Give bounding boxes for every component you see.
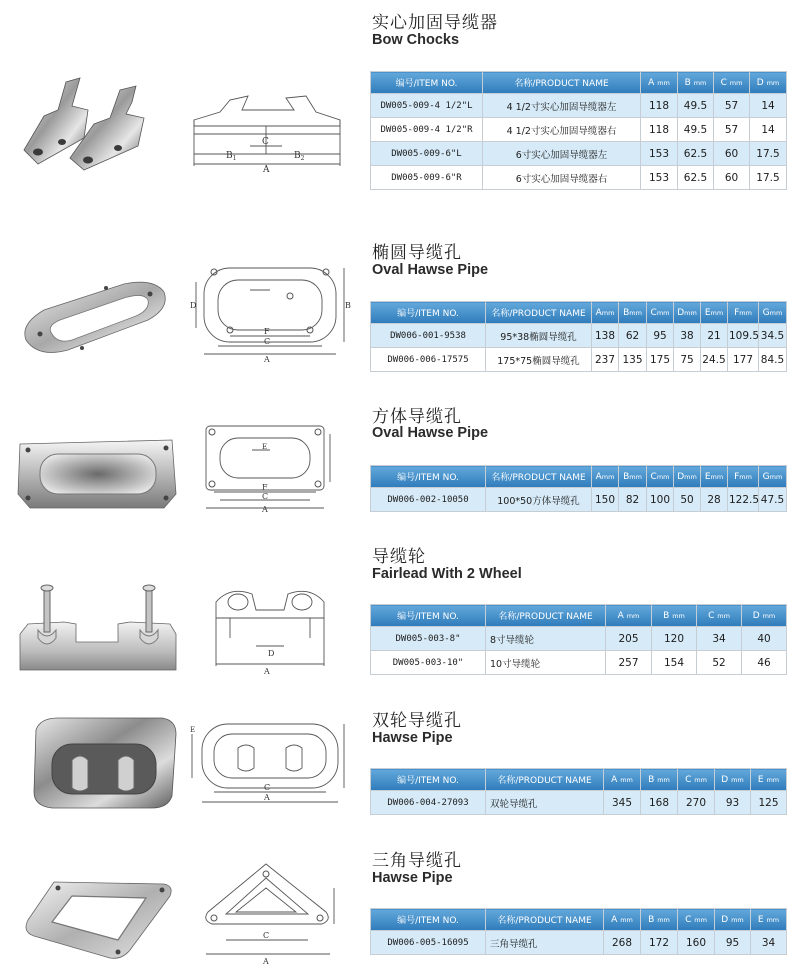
value-cell: 175 xyxy=(647,348,674,372)
header-col-c: C mm xyxy=(714,72,750,94)
value-cell: 62.5 xyxy=(678,166,714,190)
value-cell: 14 xyxy=(750,94,787,118)
item-no-cell: DW006-002-10050 xyxy=(371,488,486,512)
header-col-e: Emm xyxy=(701,466,728,488)
value-cell: 60 xyxy=(714,142,750,166)
header-col-c: C mm xyxy=(678,769,715,791)
value-cell: 60 xyxy=(714,166,750,190)
value-cell: 46 xyxy=(742,651,787,675)
header-col-a: A mm xyxy=(641,72,678,94)
table-header-row xyxy=(371,302,787,324)
table-header-row xyxy=(371,466,787,488)
value-cell: 160 xyxy=(678,931,715,955)
value-cell: 28 xyxy=(701,488,728,512)
value-cell: 118 xyxy=(641,118,678,142)
section-title-en: Oval Hawse Pipe xyxy=(372,262,489,278)
value-cell: 120 xyxy=(652,627,697,651)
item-no-cell: DW006-005-16095 xyxy=(371,931,486,955)
spec-table xyxy=(370,301,787,372)
triangle-hawse-pipe-drawing xyxy=(190,858,350,966)
table-row xyxy=(371,931,787,955)
dim-a-label: A xyxy=(264,667,270,676)
header-col-b: B mm xyxy=(641,769,678,791)
header-col-c: C mm xyxy=(678,909,715,931)
header-col-b: Bmm xyxy=(619,466,647,488)
header-col-a: A mm xyxy=(604,769,641,791)
dim-b-label: B xyxy=(345,301,351,310)
header-col-b: B mm xyxy=(678,72,714,94)
header-col-d: D mm xyxy=(742,605,787,627)
value-cell: 93 xyxy=(715,791,751,815)
item-no-cell: DW005-009-6"L xyxy=(371,142,483,166)
product-name-cell: 6寸实心加固导缆器左 xyxy=(483,142,641,166)
product-name-cell: 8寸导缆轮 xyxy=(486,627,606,651)
header-col-b: Bmm xyxy=(619,302,647,324)
dim-c-label: C xyxy=(264,337,271,346)
value-cell: 62.5 xyxy=(678,142,714,166)
header-product-name: 名称/PRODUCT NAME xyxy=(486,302,592,324)
value-cell: 57 xyxy=(714,118,750,142)
product-name-cell: 三角导缆孔 xyxy=(486,931,604,955)
section-title-cn: 导缆轮 xyxy=(372,547,426,567)
value-cell: 84.5 xyxy=(759,348,787,372)
dim-e-label: E xyxy=(262,443,268,451)
dim-d-label: D xyxy=(268,649,275,658)
product-name-cell: 100*50方体导缆孔 xyxy=(486,488,592,512)
header-col-d: D mm xyxy=(715,909,751,931)
value-cell: 270 xyxy=(678,791,715,815)
square-hawse-pipe-drawing xyxy=(190,420,350,512)
header-col-e: E mm xyxy=(751,769,787,791)
dim-c-label: C xyxy=(263,931,270,940)
product-name-cell: 4 1/2寸实心加固导缆器左 xyxy=(483,94,641,118)
header-col-d: Dmm xyxy=(674,466,701,488)
dim-d-label: D xyxy=(190,301,197,310)
header-col-g: Gmm xyxy=(759,466,787,488)
value-cell: 168 xyxy=(641,791,678,815)
value-cell: 24.5 xyxy=(701,348,728,372)
header-product-name: 名称/PRODUCT NAME xyxy=(486,909,604,931)
item-no-cell: DW006-004-27093 xyxy=(371,791,486,815)
header-col-d: D mm xyxy=(715,769,751,791)
section-title-cn: 双轮导缆孔 xyxy=(372,711,462,731)
section-title-en: Fairlead With 2 Wheel xyxy=(372,566,522,582)
fairlead-drawing xyxy=(190,582,350,676)
value-cell: 122.5 xyxy=(728,488,759,512)
table-header-row xyxy=(371,605,787,627)
value-cell: 40 xyxy=(742,627,787,651)
product-name-cell: 95*38椭圆导缆孔 xyxy=(486,324,592,348)
value-cell: 62 xyxy=(619,324,647,348)
value-cell: 75 xyxy=(674,348,701,372)
table-row xyxy=(371,324,787,348)
value-cell: 268 xyxy=(604,931,641,955)
section-title-en: Oval Hawse Pipe xyxy=(372,425,489,441)
header-product-name: 名称/PRODUCT NAME xyxy=(486,466,592,488)
header-col-f: Fmm xyxy=(728,302,759,324)
value-cell: 154 xyxy=(652,651,697,675)
table-row xyxy=(371,118,787,142)
header-col-f: Fmm xyxy=(728,466,759,488)
header-col-e: E mm xyxy=(751,909,787,931)
value-cell: 82 xyxy=(619,488,647,512)
section-title-en: Bow Chocks xyxy=(372,32,460,48)
value-cell: 17.5 xyxy=(750,166,787,190)
value-cell: 47.5 xyxy=(759,488,787,512)
spec-table xyxy=(370,604,787,675)
oval-hawse-pipe-photo xyxy=(14,280,182,360)
item-no-cell: DW006-006-17575 xyxy=(371,348,486,372)
header-col-d: D mm xyxy=(750,72,787,94)
table-row xyxy=(371,627,787,651)
double-wheel-hawse-pipe-drawing xyxy=(190,716,350,808)
table-header-row xyxy=(371,72,787,94)
header-col-c: Cmm xyxy=(647,466,674,488)
item-no-cell: DW005-009-6"R xyxy=(371,166,483,190)
item-no-cell: DW006-001-9538 xyxy=(371,324,486,348)
header-col-d: Dmm xyxy=(674,302,701,324)
value-cell: 177 xyxy=(728,348,759,372)
header-col-c: C mm xyxy=(697,605,742,627)
header-col-g: Gmm xyxy=(759,302,787,324)
dim-c-label: C xyxy=(262,137,269,147)
value-cell: 34 xyxy=(697,627,742,651)
spec-table xyxy=(370,71,787,190)
value-cell: 100 xyxy=(647,488,674,512)
table-row xyxy=(371,142,787,166)
section-title-en: Hawse Pipe xyxy=(372,870,453,886)
double-wheel-hawse-pipe-photo xyxy=(14,712,182,812)
dim-b1-label: $B_1$ xyxy=(226,151,237,162)
item-no-cell: DW005-003-8" xyxy=(371,627,486,651)
dim-c-label: C xyxy=(262,492,269,501)
value-cell: 38 xyxy=(674,324,701,348)
value-cell: 205 xyxy=(606,627,652,651)
triangle-hawse-pipe-photo xyxy=(14,874,182,964)
value-cell: 153 xyxy=(641,166,678,190)
value-cell: 95 xyxy=(715,931,751,955)
product-name-cell: 10寸导缆轮 xyxy=(486,651,606,675)
table-header-row xyxy=(371,909,787,931)
header-col-a: A mm xyxy=(606,605,652,627)
dim-b2-label: $B_2$ xyxy=(294,151,305,162)
header-product-name: 名称/PRODUCT NAME xyxy=(486,769,604,791)
product-name-cell: 双轮导缆孔 xyxy=(486,791,604,815)
table-row xyxy=(371,791,787,815)
value-cell: 237 xyxy=(592,348,619,372)
bow-chocks-drawing xyxy=(190,90,350,175)
dim-a-label: A xyxy=(263,957,269,966)
value-cell: 50 xyxy=(674,488,701,512)
square-hawse-pipe-photo xyxy=(14,432,182,514)
item-no-cell: DW005-009-4 1/2"L xyxy=(371,94,483,118)
header-col-b: B mm xyxy=(652,605,697,627)
spec-table xyxy=(370,768,787,815)
product-name-cell: 175*75椭圆导缆孔 xyxy=(486,348,592,372)
dim-e-label: E xyxy=(190,726,196,734)
value-cell: 34 xyxy=(751,931,787,955)
value-cell: 138 xyxy=(592,324,619,348)
header-col-a: A mm xyxy=(604,909,641,931)
value-cell: 57 xyxy=(714,94,750,118)
item-no-cell: DW005-003-10" xyxy=(371,651,486,675)
dim-a-label: A xyxy=(264,355,270,364)
value-cell: 49.5 xyxy=(678,118,714,142)
value-cell: 257 xyxy=(606,651,652,675)
header-col-b: B mm xyxy=(641,909,678,931)
fairlead-photo xyxy=(14,580,182,672)
bow-chocks-photo xyxy=(14,72,182,172)
product-name-cell: 4 1/2寸实心加固导缆器右 xyxy=(483,118,641,142)
value-cell: 49.5 xyxy=(678,94,714,118)
value-cell: 150 xyxy=(592,488,619,512)
dim-a-label: A xyxy=(264,793,270,802)
value-cell: 135 xyxy=(619,348,647,372)
value-cell: 14 xyxy=(750,118,787,142)
dim-f-label: F xyxy=(262,483,268,492)
value-cell: 52 xyxy=(697,651,742,675)
header-item-no: 编号/ITEM NO. xyxy=(371,909,486,931)
dim-a-label: A xyxy=(262,505,268,514)
value-cell: 17.5 xyxy=(750,142,787,166)
value-cell: 21 xyxy=(701,324,728,348)
header-item-no: 编号/ITEM NO. xyxy=(371,302,486,324)
header-col-a: Amm xyxy=(592,466,619,488)
header-col-e: Emm xyxy=(701,302,728,324)
section-title-cn: 方体导缆孔 xyxy=(372,407,462,427)
header-col-c: Cmm xyxy=(647,302,674,324)
dim-a-label: A xyxy=(263,165,270,175)
oval-hawse-pipe-drawing xyxy=(190,262,350,362)
table-row xyxy=(371,348,787,372)
table-row xyxy=(371,488,787,512)
value-cell: 109.5 xyxy=(728,324,759,348)
header-item-no: 编号/ITEM NO. xyxy=(371,605,486,627)
section-title-en: Hawse Pipe xyxy=(372,730,453,746)
item-no-cell: DW005-009-4 1/2"R xyxy=(371,118,483,142)
header-product-name: 名称/PRODUCT NAME xyxy=(486,605,606,627)
table-row xyxy=(371,94,787,118)
value-cell: 345 xyxy=(604,791,641,815)
product-name-cell: 6寸实心加固导缆器右 xyxy=(483,166,641,190)
header-col-a: Amm xyxy=(592,302,619,324)
section-title-cn: 实心加固导缆器 xyxy=(372,13,498,33)
spec-table xyxy=(370,465,787,512)
header-item-no: 编号/ITEM NO. xyxy=(371,466,486,488)
header-item-no: 编号/ITEM NO. xyxy=(371,769,486,791)
section-title-cn: 三角导缆孔 xyxy=(372,851,462,871)
header-item-no: 编号/ITEM NO. xyxy=(371,72,483,94)
dim-c-label: C xyxy=(264,783,271,792)
value-cell: 125 xyxy=(751,791,787,815)
section-title-cn: 椭圆导缆孔 xyxy=(372,243,462,263)
value-cell: 95 xyxy=(647,324,674,348)
value-cell: 118 xyxy=(641,94,678,118)
dim-f-label: F xyxy=(264,327,270,336)
value-cell: 172 xyxy=(641,931,678,955)
spec-table xyxy=(370,908,787,955)
table-row xyxy=(371,651,787,675)
table-header-row xyxy=(371,769,787,791)
header-product-name: 名称/PRODUCT NAME xyxy=(483,72,641,94)
value-cell: 34.5 xyxy=(759,324,787,348)
table-row xyxy=(371,166,787,190)
value-cell: 153 xyxy=(641,142,678,166)
